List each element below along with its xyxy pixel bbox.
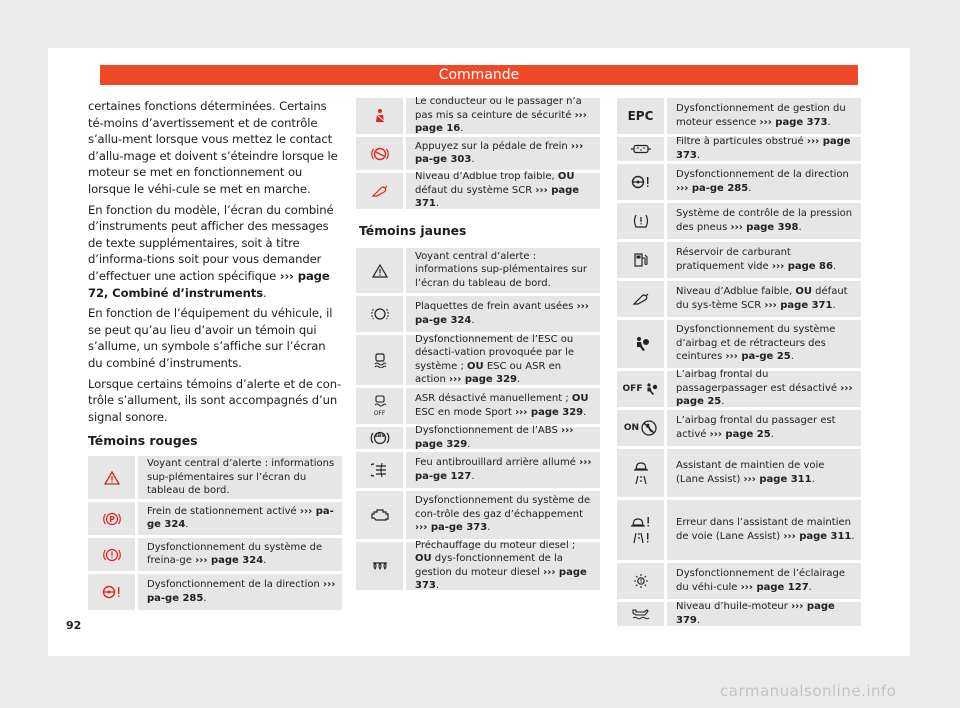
table-row: Erreur dans l’assistant de maintien de voie (Lane Assist) ››› page 311. [617,500,861,560]
page-link[interactable]: ››› page 371 [764,299,833,311]
table-row: Dysfonctionnement de l’ESC ou désacti-vation provoquée par le système ; OU ESC ou ASR en action ››› page 329. [356,335,600,385]
table-row: Feu antibrouillard arrière allumé ››› pa-ge 127. [356,452,600,488]
seatbelt-icon [356,98,406,134]
table-row: Le conducteur ou le passager n’a pas mis sa ceinture de sécurité ››› page 16. [356,98,600,134]
tire-pressure-icon [617,203,667,239]
page-link[interactable]: ››› page 127 [740,581,809,593]
adblue-icon [617,281,667,317]
watermark: carmanualsonline.info [720,682,897,700]
page-link[interactable]: ››› page 86 [771,260,833,272]
adblue-icon [356,173,406,209]
table-row: Dysfonctionnement du système de freina-ge ››› page 324. [88,538,342,571]
table-row: Réservoir de carburant pratiquement vide ››› page 86. [617,242,861,278]
page-link[interactable]: ››› page 72, Combiné d’instruments [88,268,330,300]
page-link[interactable]: ››› pa-ge 373 [415,522,488,534]
section-header: Commande [100,65,858,85]
table-row: Plaquettes de frein avant usées ››› pa-ge 324. [356,296,600,332]
page-link[interactable]: ››› pa-ge 324 [415,301,589,326]
row-text: Voyant central d’alerte : informations sup-plémentaires sur l’écran du tableau de bord. [147,458,335,496]
table-row: OFF L’airbag frontal du passagerpassager est désactivé ››› page 25. [617,371,861,407]
esc-off-icon: OFF [356,388,406,424]
table-row: Assistant de maintien de voie (Lane Assist) ››› page 311. [617,449,861,497]
epc-icon: EPC [617,98,667,134]
lane-assist-error-icon [617,500,667,560]
engine-icon [356,491,406,539]
lane-assist-icon [617,449,667,497]
abs-icon: ABS [356,427,406,449]
page-link[interactable]: ››› page 379 [676,601,835,626]
fuel-icon [617,242,667,278]
page-link[interactable]: ››› page 25 [709,428,771,440]
table-row: Niveau d’huile-moteur ››› page 379. [617,602,861,626]
paragraph-3: En fonction de l’équipement du véhicule, il se peut qu’au lieu d’avoir un témoin qui s’allume, un symbole s’affiche sur l’écran du combiné d’instruments. [88,306,333,370]
warning-triangle-icon [356,248,406,293]
page-link[interactable]: ››› pa-ge 303 [415,140,584,165]
table-row: Préchauffage du moteur diesel ; OU dys-fonctionnement de la gestion du moteur diesel ››› page 373. [356,542,600,590]
glow-plug-icon [356,542,406,590]
steering-icon [88,574,138,610]
brake-pads-icon [356,296,406,332]
page-link[interactable]: ››› page 311 [783,530,852,542]
lighting-fault-icon [617,563,667,599]
brake-system-icon [88,538,138,571]
airbag-off-icon: OFF [617,371,667,407]
page-link[interactable]: ››› page 329 [448,373,518,385]
column-1 [88,98,342,613]
table-row: Filtre à particules obstrué ››› page 373. [617,137,861,161]
table-row: Dysfonctionnement de l’éclairage du véhi-cule ››› page 127. [617,563,861,599]
particle-filter-icon [617,137,667,161]
page-link[interactable]: ››› page 25 [676,382,853,408]
esc-icon [356,335,406,385]
page-link[interactable]: ››› pa-ge 25 [725,351,791,363]
table-row: ABS Dysfonctionnement de l’ABS ››› page 329. [356,427,600,449]
heading-yellow-lights: Témoins jaunes [359,223,467,238]
parking-brake-icon [88,502,138,535]
page-link[interactable]: ››› page 373 [415,566,587,591]
page-link[interactable]: ››› page 373 [676,136,851,161]
table-row: Appuyez sur la pédale de frein ››› pa-ge 303. [356,137,600,170]
page-link[interactable]: ››› pa-ge 285 [676,182,749,194]
table-row: Voyant central d’alerte : informations sup-plémentaires sur l’écran du tableau de bord. [356,248,600,293]
table-row: EPC Dysfonctionnement de gestion du moteur essence ››› page 373. [617,98,861,134]
page-number: 92 [66,619,82,632]
page-link[interactable]: ››› pa-ge 127 [415,457,592,482]
column-3 [617,98,861,629]
page-link[interactable]: ››› page 398 [730,221,799,233]
page-link[interactable]: ››› page 324 [195,555,264,567]
brake-pedal-icon [356,137,406,170]
paragraph-2: En fonction du modèle, l’écran du combiné d’instruments peut afficher des messages de texte supplémentaires, soit à titre d’informa-tions soit pour vous demander d’effectuer une action spécifique ››› page 72, Combiné d’instruments. [88,202,334,300]
page-link[interactable]: ››› page 16 [415,109,587,135]
paragraph-4: Lorsque certains témoins d’alerte et de con-trôle s’allument, ils sont accompagnés d’un signal sonore. [88,376,342,424]
page-link[interactable]: ››› page 329 [415,425,574,450]
airbag-on-icon: ON [617,410,667,446]
table-row: P Frein de stationnement activé ››› pa-ge 324. [88,502,342,535]
page-link[interactable]: ››› page 311 [743,473,812,485]
oil-level-icon [617,602,667,626]
table-row: Dysfonctionnement de la direction ››› pa-ge 285. [88,574,342,610]
heading-red-lights: Témoins rouges [88,433,198,449]
table-row: Dysfonctionnement du système de con-trôle des gaz d’échappement ››› pa-ge 373. [356,491,600,539]
page-link[interactable]: ››› page 373 [759,116,828,128]
page-link[interactable]: ››› pa-ge 285 [147,579,336,604]
table-row: Dysfonctionnement de la direction ››› pa-ge 285. [617,164,861,200]
page-link[interactable]: ››› page 371 [415,184,580,210]
table-row: ON L’airbag frontal du passager est activé ››› page 25. [617,410,861,446]
table-row [88,456,342,499]
rear-fog-icon [356,452,406,488]
table-row: Système de contrôle de la pression des pneus ››› page 398. [617,203,861,239]
page-link[interactable]: ››› page 329 [515,406,584,418]
airbag-icon [617,320,667,368]
paragraph-1: certaines fonctions déterminées. Certains té-moins d’avertissement et de contrôle s’allu-ment lorsque vous mettez le contact d’allu-mage et doivent s’éteindre lorsque le moteur se met en fonctionnement ou lorsque le véhi-cule se met en marche. [88,99,338,196]
svg-text:P: P [108,514,115,524]
table-row: Niveau d’Adblue faible, OU défaut du sys-tème SCR ››› page 371. [617,281,861,317]
steering-icon [617,164,667,200]
column-2 [356,98,600,593]
warning-triangle-icon [88,456,138,499]
table-row: OFF ASR désactivé manuellement ; OU ESC en mode Sport ››› page 329. [356,388,600,424]
page-link[interactable]: ››› pa-ge 324 [147,505,334,531]
table-row: Dysfonctionnement du système d’airbag et de rétracteurs des ceintures ››› pa-ge 25. [617,320,861,368]
table-row: Niveau d’Adblue trop faible, OU défaut du système SCR ››› page 371. [356,173,600,209]
